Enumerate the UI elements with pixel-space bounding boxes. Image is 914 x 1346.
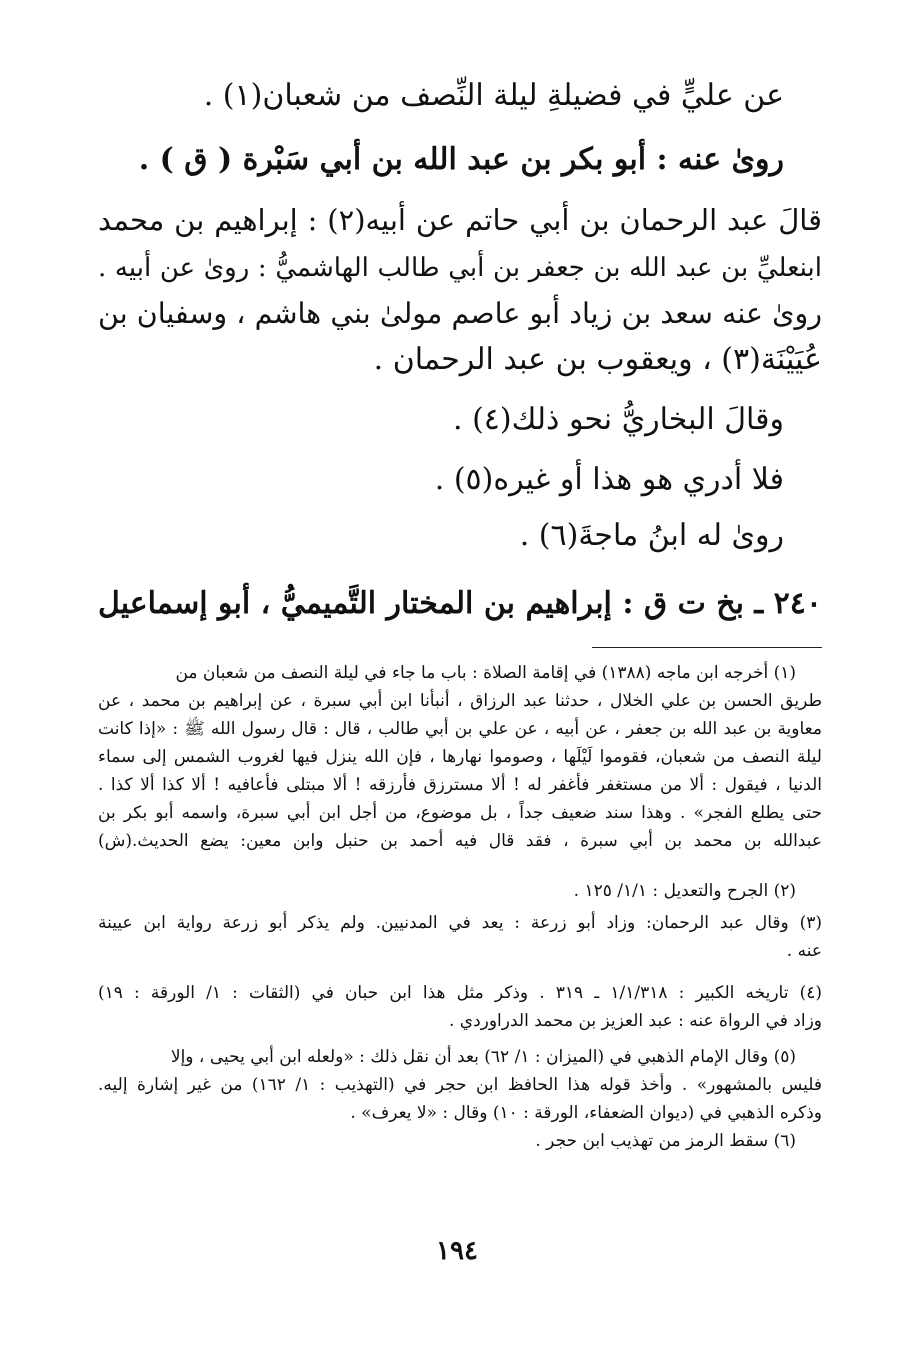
main-line: روىٰ له ابنُ ماجةَ(٦) . (519, 518, 784, 553)
footnote-line: (٢) الجرح والتعديل : ١/١/ ١٢٥ . (573, 881, 796, 901)
main-line: ابنعليِّ بن عبد الله بن جعفر بن أبي طالب الهاشميُّ : روىٰ عن أبيه . (98, 253, 822, 283)
footnote-line: (٦) سقط الرمز من تهذيب ابن حجر . (535, 1131, 796, 1151)
footnote-separator (592, 647, 822, 648)
footnote-line: طريق الحسن بن علي الخلال ، حدثنا عبد الرزاق ، أنبأنا ابن أبي سبرة ، عن إبراهيم بن محمد ، عن (98, 691, 822, 711)
main-line: وقالَ البخاريُّ نحو ذلك(٤) . (453, 402, 784, 437)
footnote-line: (٥) وقال الإمام الذهبي في (الميزان : ١/ ٦٢) بعد أن نقل ذلك : «ولعله ابن أبي يحيى ، وإلا (170, 1047, 796, 1067)
main-line: عُيَيْنَة(٣) ، ويعقوب بن عبد الرحمان . (373, 342, 822, 377)
page-number: ١٩٤ (436, 1236, 478, 1266)
footnote-line: (٣) وقال عبد الرحمان: وزاد أبو زرعة : يعد في المدنيين. ولم يذكر أبو زرعة رواية ابن عيينة (98, 913, 822, 933)
main-line: روىٰ عنه سعد بن زياد أبو عاصم مولىٰ بني هاشم ، وسفيان بن (98, 297, 822, 330)
footnote-line: (١) أخرجه ابن ماجه (١٣٨٨) في إقامة الصلاة : باب ما جاء في ليلة النصف من شعبان من (175, 663, 796, 683)
footnote-line: معاوية بن عبد الله بن جعفر ، عن أبيه ، عن علي بن أبي طالب ، قال : قال رسول الله ﷺ : «إذا كانت (98, 719, 822, 739)
main-line: فلا أدري هو هذا أو غيره(٥) . (434, 462, 784, 497)
main-line: قالَ عبد الرحمان بن أبي حاتم عن أبيه(٢) : إبراهيم بن محمد (98, 203, 822, 237)
footnote-line: وزاد في الرواة عنه : عبد العزيز بن محمد الدراوردي . (448, 1011, 822, 1031)
footnote-line: عبدالله بن محمد بن أبي سبرة ، فقد قال فيه أحمد بن حنبل وابن معين: يضع الحديث.(ش) (98, 831, 822, 851)
main-line: عن عليٍّ في فضيلةِ ليلة النِّصف من شعبان(١) . (203, 78, 784, 113)
footnote-line: عنه . (786, 941, 822, 961)
footnote-line: (٤) تاريخه الكبير : ١/١/٣١٨ ـ ٣١٩ . وذكر مثل هذا ابن حبان في (الثقات : ١/ الورقة : ١٩) (98, 983, 822, 1003)
footnote-line: فليس بالمشهور» . وأخذ قوله هذا الحافظ ابن حجر في (التهذيب : ١/ ١٦٢) من غير إشارة إليه. (98, 1075, 822, 1095)
main-line: روىٰ عنه : أبو بكر بن عبد الله بن أبي سَبْرة ( ق ) . (138, 142, 784, 177)
footnote-line: حتى يطلع الفجر» . وهذا سند ضعيف جداً ، بل موضوع، من أجل ابن أبي سبرة، واسمه أبو بكر بن (98, 803, 822, 823)
entry-heading: ٢٤٠ ـ بخ ت ق : إبراهيم بن المختار التَّميميُّ ، أبو إسماعيل (97, 586, 822, 621)
footnote-line: ليلة النصف من شعبان، فقوموا لَيْلَها ، وصوموا نهارها ، فإن الله ينزل فيها لغروب الشمس إلى سماء (98, 747, 822, 767)
footnote-line: وذكره الذهبي في (ديوان الضعفاء، الورقة : ١٠) وقال : «لا يعرف» . (350, 1103, 822, 1123)
footnote-line: الدنيا ، فيقول : ألا من مستغفر فأغفر له ! ألا مسترزق فأرزقه ! ألا مبتلى فأعافيه ! ألا كذا ألا كذا . (98, 775, 822, 795)
